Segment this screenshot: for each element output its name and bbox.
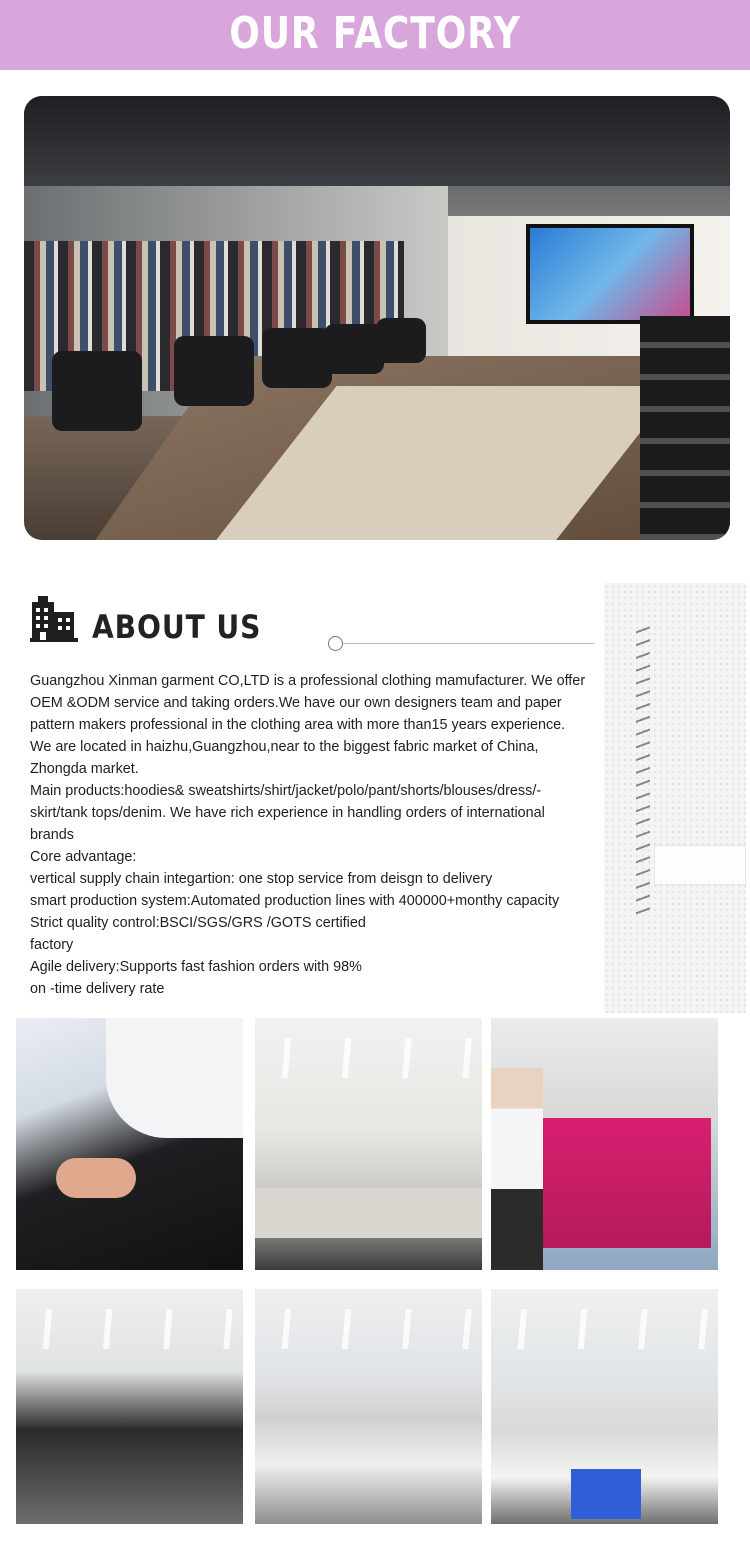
about-paragraph: on -time delivery rate [30, 981, 165, 997]
divider-dot [328, 636, 343, 651]
showroom-photo [24, 96, 730, 540]
about-title: ABOUT US [92, 608, 262, 646]
sewing-workshop-photo [491, 1289, 718, 1524]
about-paragraph: vertical supply chain integartion: one stop service from deisgn to delivery [30, 871, 493, 887]
pattern-tables-photo [255, 1289, 482, 1524]
sewing-photo [16, 1018, 243, 1270]
about-paragraph: factory [30, 937, 74, 953]
garment-stock-photo [16, 1289, 243, 1524]
about-paragraph: Agile delivery:Supports fast fashion orders with 98% [30, 959, 362, 975]
banner-title: OUR FACTORY [229, 8, 521, 59]
about-paragraph: Main products:hoodies& sweatshirts/shirt/jacket/polo/pant/shorts/blouses/dress/-skirt/tank tops/denim. We have rich experience in handling orders of international brands [30, 783, 545, 843]
decorative-panel [604, 583, 746, 1013]
about-paragraph: Guangzhou Xinman garment CO,LTD is a professional clothing mamufacturer. We offer OEM &ODM service and taking orders.We have our own designers team and paper pattern makers professional in the clothing area with more than15 years experience. We are located in haizhu,Guangzhou,near to the biggest fabric market of China, Zhongda market. [30, 673, 586, 777]
about-paragraph: smart production system:Automated production lines with 400000+monthy capacity [30, 893, 560, 909]
banner [0, 0, 750, 70]
about-paragraph: Core advantage: [30, 849, 137, 865]
fabric-inspection-photo [491, 1018, 718, 1270]
building-icon [30, 594, 78, 642]
divider-line [330, 643, 594, 644]
about-paragraph: Strict quality control:BSCI/SGS/GRS /GOTS certified [30, 915, 366, 931]
about-text [30, 670, 590, 1000]
cutting-room-photo [255, 1018, 482, 1270]
